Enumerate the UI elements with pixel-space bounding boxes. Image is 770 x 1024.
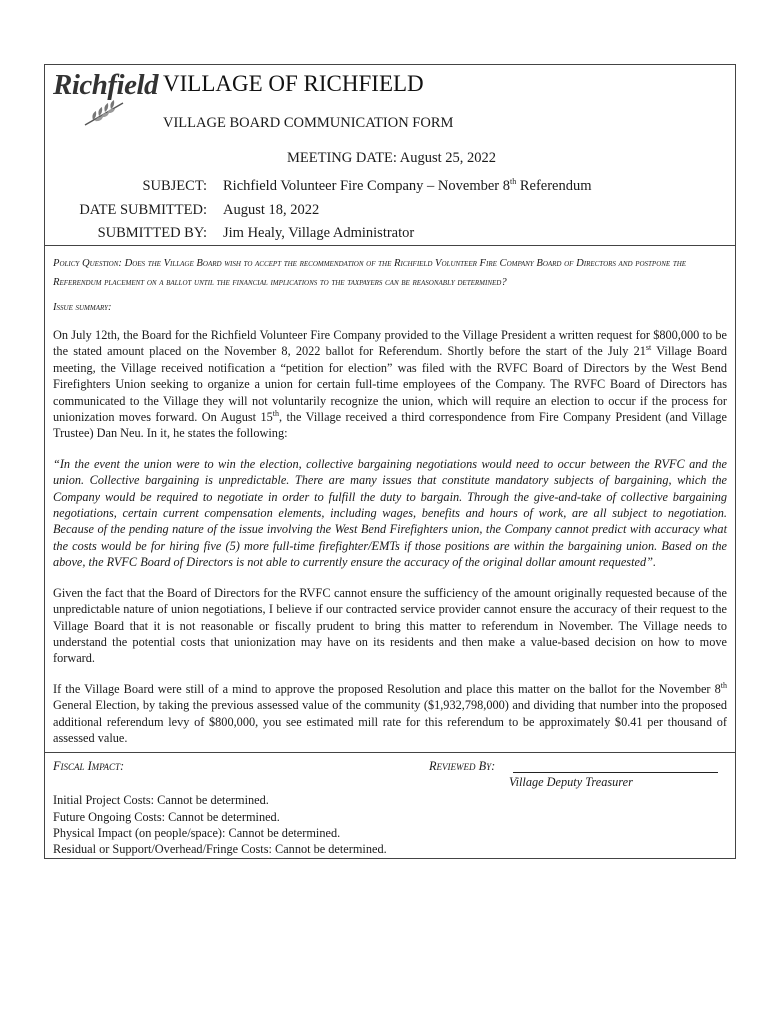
wheat-sprig-icon <box>83 99 129 127</box>
cost-item: Future Ongoing Costs: Cannot be determined. <box>53 809 280 824</box>
reviewer-title: Village Deputy Treasurer <box>509 775 633 790</box>
cost-list <box>53 792 387 857</box>
logo-wordmark: Richfield <box>53 69 159 101</box>
date-submitted-value: August 18, 2022 <box>223 202 320 218</box>
signature-line <box>513 772 718 773</box>
cost-item: Physical Impact (on people/space): Cannot be determined. <box>53 825 341 840</box>
mill-rate-paragraph: If the Village Board were still of a mind to approve the proposed Resolution and place this matter on the ballot for the November 8th General Election, by taking the previous assessed value of the community ($1,932,798,000) and dividing that number into the proposed additional referendum levy of $800,000, you see estimated mill rate for this referendum to be approximately $0.41 per thousand of assessed value. <box>53 680 727 745</box>
policy-question: Policy Question: Does the Village Board wish to accept the recommendation of the Richfield Volunteer Fire Company Board of Directors and postpone the Referendum placement on a ballot until the financial implications to the taxpayers can be reasonably determined? <box>53 258 687 288</box>
subject-value: Richfield Volunteer Fire Company – November 8th Referendum <box>223 177 592 194</box>
subject-label: SUBJECT: <box>142 178 207 194</box>
quoted-correspondence: “In the event the union were to win the election, collective bargaining negotiations would need to occur between the RVFC and the union. Collective bargaining is unpredictable. There are many issues that constitute mandatory subjects of bargaining, which the Company would be required to negotiate in order to fulfill the duty to bargain. Through the give-and-take of collective bargaining negotiations, certain current compensation elements, including wages, benefits and hours of work, are all subject to negotiation. Because of the pending nature of the issue involving the West Bend Firefighters union, the Company cannot predict with accuracy what the costs would be for hiring five (5) more full-time firefighter/EMTs if those positions are within the bargaining union. Based on the above, the RVFC Board of Directors is not able to currently ensure the accuracy of the original dollar amount requested”. <box>53 456 727 570</box>
submitted-by-label: SUBMITTED BY: <box>97 225 207 241</box>
form-header <box>45 65 735 246</box>
form-title: VILLAGE BOARD COMMUNICATION FORM <box>163 115 454 131</box>
recommendation-paragraph: Given the fact that the Board of Directors for the RVFC cannot ensure the sufficiency of the amount originally requested because of the unpredictable nature of union negotiations, I believe if our contracted service provider cannot ensure the accuracy of their request to the Village Board that it is not reasonable or fiscally prudent to bring this matter to referendum in November. The Village needs to understand the potential costs that unionization may have on its residents and then make a value-based decision on how to move forward. <box>53 585 727 666</box>
richfield-logo <box>53 69 159 135</box>
summary-paragraph: On July 12th, the Board for the Richfield Volunteer Fire Company provided to the Village President a written request for $800,000 to be the stated amount placed on the November 8, 2022 ballot for Referendum. Shortly before the start of the July 21st Village Board meeting, the Village received notification a “petition for election” was filed with the RVFC Board of Directors by the West Bend Firefighters Union seeking to organize a union for certain full-time employees of the Company. The RVFC Board of Directors has communicated to the Village they will not voluntarily recognize the union, which will require an election to occur if the process for unionization moves forward. On August 15th, the Village received a third correspondence from Fire Company President (and Village Trustee) Dan Neu. In it, he states the following: <box>53 328 728 441</box>
cost-item: Initial Project Costs: Cannot be determined. <box>53 793 269 808</box>
fiscal-impact-label: Fiscal Impact: <box>53 759 125 774</box>
fiscal-impact-section <box>45 753 735 858</box>
cost-item: Residual or Support/Overhead/Fringe Costs: Cannot be determined. <box>53 841 387 856</box>
communication-form <box>44 64 736 859</box>
issue-summary-label: Issue summary: <box>53 302 112 313</box>
submitted-by-value: Jim Healy, Village Administrator <box>223 225 415 241</box>
village-title: VILLAGE OF RICHFIELD <box>163 71 424 96</box>
issue-section <box>45 246 735 753</box>
reviewed-by-label: Reviewed By: <box>429 759 496 774</box>
date-submitted-label: DATE SUBMITTED: <box>79 202 207 218</box>
meeting-date: MEETING DATE: August 25, 2022 <box>287 150 497 166</box>
